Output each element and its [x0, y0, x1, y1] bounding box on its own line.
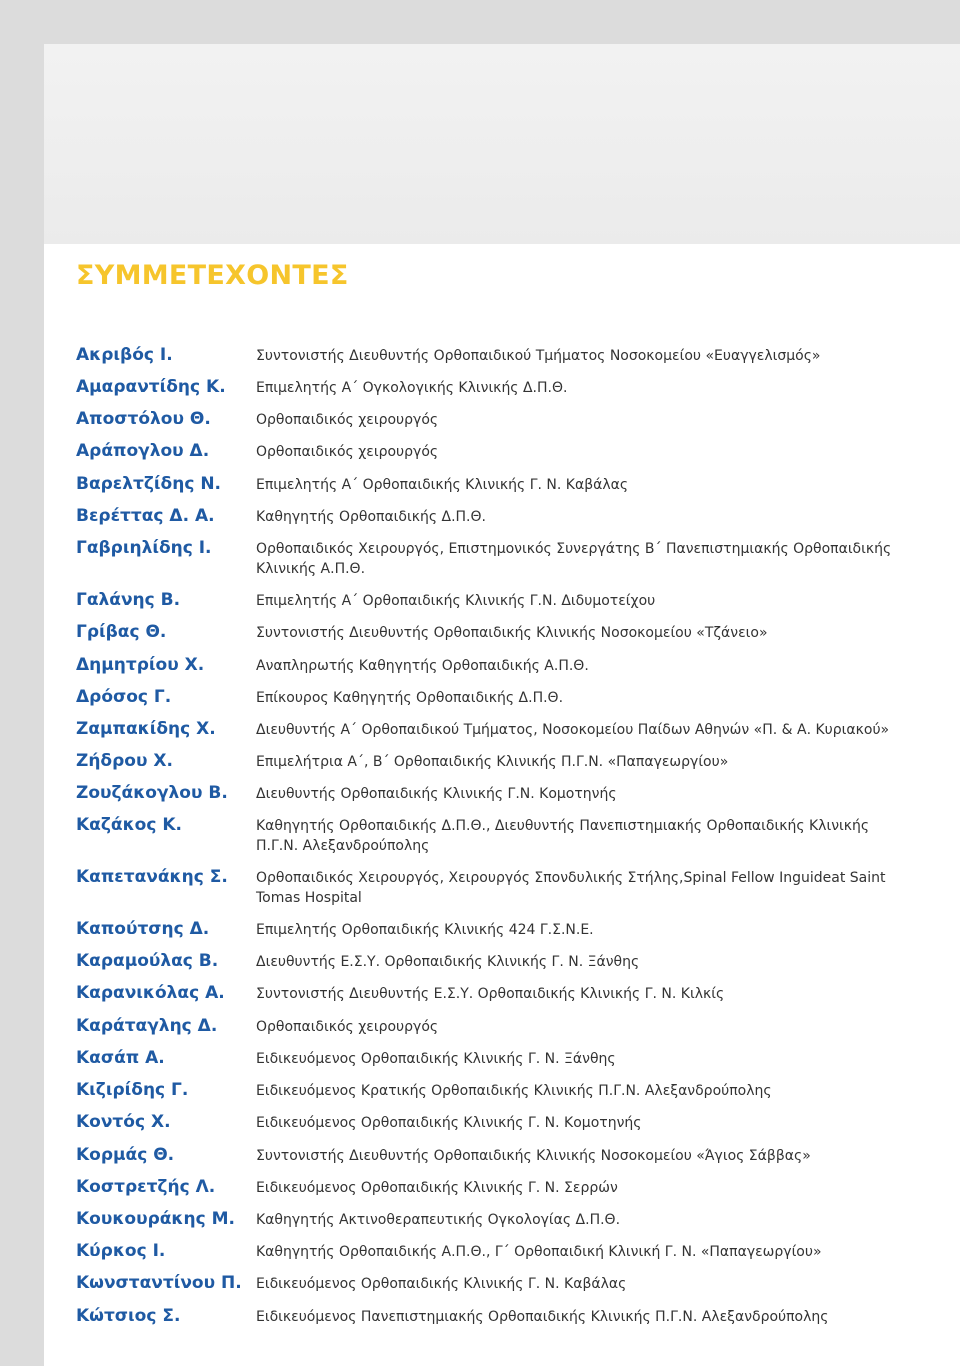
participant-name: Γαβριηλίδης Ι. — [76, 538, 212, 558]
participant-row — [76, 440, 906, 462]
participant-row — [76, 505, 906, 527]
participant-description: Ειδικευόμενος Πανεπιστημιακής Ορθοπαιδικής Κλινικής Π.Γ.Ν. Αλεξανδρούπολης — [256, 1309, 829, 1325]
participant-row — [76, 1208, 906, 1230]
participant-name: Γαλάνης Β. — [76, 590, 181, 610]
participant-name: Καπούτσης Δ. — [76, 919, 210, 939]
participant-row — [76, 750, 906, 772]
participant-row — [76, 1144, 906, 1166]
participant-description: Διευθυντής Ε.Σ.Υ. Ορθοπαιδικής Κλινικής Γ. Ν. Ξάνθης — [256, 954, 640, 970]
participant-description: Ορθοπαιδικός Χειρουργός, Επιστημονικός Συνεργάτης Β΄ Πανεπιστημιακής Ορθοπαιδικής Κλινικής Α.Π.Θ. — [256, 541, 892, 577]
participant-row — [76, 376, 906, 398]
participant-name: Κασάπ Α. — [76, 1048, 165, 1068]
participant-name: Κιζιρίδης Γ. — [76, 1080, 189, 1100]
participant-row — [76, 621, 906, 643]
participant-description: Συντονιστής Διευθυντής Ορθοπαιδικού Τμήματος Νοσοκομείου «Ευαγγελισμός» — [256, 348, 821, 364]
participant-row — [76, 1079, 906, 1101]
participant-description: Ειδικευόμενος Ορθοπαιδικής Κλινικής Γ. Ν. Κομοτηνής — [256, 1115, 642, 1131]
participant-row — [76, 1272, 906, 1294]
participant-description: Διευθυντής Ορθοπαιδικής Κλινικής Γ.Ν. Κομοτηνής — [256, 786, 617, 802]
participant-description: Ορθοπαιδικός χειρουργός — [256, 412, 439, 428]
participant-row — [76, 1111, 906, 1133]
participant-name: Καρανικόλας Α. — [76, 983, 225, 1003]
participant-description: Καθηγητής Ορθοπαιδικής Α.Π.Θ., Γ΄ Ορθοπαιδική Κλινική Γ. Ν. «Παπαγεωργίου» — [256, 1244, 822, 1260]
participant-name: Αποστόλου Θ. — [76, 409, 211, 429]
participant-name: Ζαμπακίδης Χ. — [76, 719, 216, 739]
participant-row — [76, 1305, 906, 1327]
participant-name: Κύρκος Ι. — [76, 1241, 166, 1261]
participant-description: Ορθοπαιδικός χειρουργός — [256, 444, 439, 460]
header-band — [44, 44, 960, 244]
participant-name: Κώτσιος Σ. — [76, 1306, 181, 1326]
participant-description: Επιμελητής Α΄ Ογκολογικής Κλινικής Δ.Π.Θ. — [256, 380, 568, 396]
participant-name: Καραμούλας Β. — [76, 951, 219, 971]
participant-name: Δημητρίου Χ. — [76, 655, 205, 675]
participant-row — [76, 814, 906, 856]
participant-name: Ακριβός Ι. — [76, 345, 173, 365]
participant-description: Ειδικευόμενος Κρατικής Ορθοπαιδικής Κλινικής Π.Γ.Ν. Αλεξανδρούπολης — [256, 1083, 772, 1099]
participant-description: Καθηγητής Ορθοπαιδικής Δ.Π.Θ. — [256, 509, 486, 525]
participant-description: Ορθοπαιδικός Χειρουργός, Χειρουργός Σπονδυλικής Στήλης,Spinal Fellow Inguideat Saint Tomas Hospital — [256, 870, 886, 906]
participant-name: Αμαραντίδης Κ. — [76, 377, 226, 397]
participant-row — [76, 718, 906, 740]
participant-description: Καθηγητής Ορθοπαιδικής Δ.Π.Θ., Διευθυντής Πανεπιστημιακής Ορθοπαιδικής Κλινικής Π.Γ.Ν. Αλεξανδρούπολης — [256, 818, 870, 854]
participant-description: Ορθοπαιδικός χειρουργός — [256, 1019, 439, 1035]
participant-row — [76, 344, 906, 366]
participant-name: Αράπογλου Δ. — [76, 441, 210, 461]
participant-description: Επιμελήτρια Α΄, Β΄ Ορθοπαιδικής Κλινικής Π.Γ.Ν. «Παπαγεωργίου» — [256, 754, 729, 770]
participant-description: Ειδικευόμενος Ορθοπαιδικής Κλινικής Γ. Ν. Σερρών — [256, 1180, 618, 1196]
participant-row — [76, 1047, 906, 1069]
participant-row — [76, 866, 906, 908]
participant-description: Διευθυντής Α΄ Ορθοπαιδικού Τμήματος, Νοσοκομείου Παίδων Αθηνών «Π. & Α. Κυριακού» — [256, 722, 890, 738]
participant-row — [76, 408, 906, 430]
participant-row — [76, 473, 906, 495]
participant-description: Συντονιστής Διευθυντής Ορθοπαιδικής Κλινικής Νοσοκομείου «Τζάνειο» — [256, 625, 768, 641]
participant-name: Κωνσταντίνου Π. — [76, 1273, 242, 1293]
participant-name: Κοντός Χ. — [76, 1112, 171, 1132]
participant-name: Κουκουράκης Μ. — [76, 1209, 235, 1229]
participant-description: Ειδικευόμενος Ορθοπαιδικής Κλινικής Γ. Ν. Ξάνθης — [256, 1051, 616, 1067]
participant-row — [76, 654, 906, 676]
participant-name: Κοστρετζής Λ. — [76, 1177, 216, 1197]
participant-row — [76, 589, 906, 611]
participant-description: Συντονιστής Διευθυντής Ε.Σ.Υ. Ορθοπαιδικής Κλινικής Γ. Ν. Κιλκίς — [256, 986, 725, 1002]
participant-row — [76, 918, 906, 940]
participant-description: Συντονιστής Διευθυντής Ορθοπαιδικής Κλινικής Νοσοκομείου «Άγιος Σάββας» — [256, 1148, 811, 1164]
participant-name: Βερέττας Δ. Α. — [76, 506, 215, 526]
participant-row — [76, 537, 906, 579]
participant-name: Καράταγλης Δ. — [76, 1016, 218, 1036]
participant-description: Καθηγητής Ακτινοθεραπευτικής Ογκολογίας Δ.Π.Θ. — [256, 1212, 621, 1228]
participant-row — [76, 1015, 906, 1037]
participant-description: Ειδικευόμενος Ορθοπαιδικής Κλινικής Γ. Ν. Καβάλας — [256, 1276, 627, 1292]
participant-name: Δρόσος Γ. — [76, 687, 172, 707]
participant-description: Αναπληρωτής Καθηγητής Ορθοπαιδικής Α.Π.Θ. — [256, 658, 589, 674]
participant-row — [76, 1240, 906, 1262]
participant-name: Γρίβας Θ. — [76, 622, 167, 642]
participant-name: Ζήδρου Χ. — [76, 751, 173, 771]
participant-row — [76, 950, 906, 972]
participant-description: Επιμελητής Α΄ Ορθοπαιδικής Κλινικής Γ. Ν. Καβάλας — [256, 477, 629, 493]
participant-name: Κορμάς Θ. — [76, 1145, 175, 1165]
participant-name: Καζάκος Κ. — [76, 815, 182, 835]
participant-row — [76, 782, 906, 804]
participant-name: Καπετανάκης Σ. — [76, 867, 228, 887]
participant-description: Επιμελητής Ορθοπαιδικής Κλινικής 424 Γ.Σ.Ν.Ε. — [256, 922, 594, 938]
participant-row — [76, 1176, 906, 1198]
section-title: ΣΥΜΜΕΤΕΧΟΝΤΕΣ — [76, 260, 349, 291]
participant-description: Επιμελητής Α΄ Ορθοπαιδικής Κλινικής Γ.Ν. Διδυμοτείχου — [256, 593, 656, 609]
participant-name: Βαρελτζίδης Ν. — [76, 474, 222, 494]
participant-name: Ζουζάκογλου Β. — [76, 783, 228, 803]
participant-row — [76, 982, 906, 1004]
participant-row — [76, 686, 906, 708]
participant-description: Επίκουρος Καθηγητής Ορθοπαιδικής Δ.Π.Θ. — [256, 690, 564, 706]
